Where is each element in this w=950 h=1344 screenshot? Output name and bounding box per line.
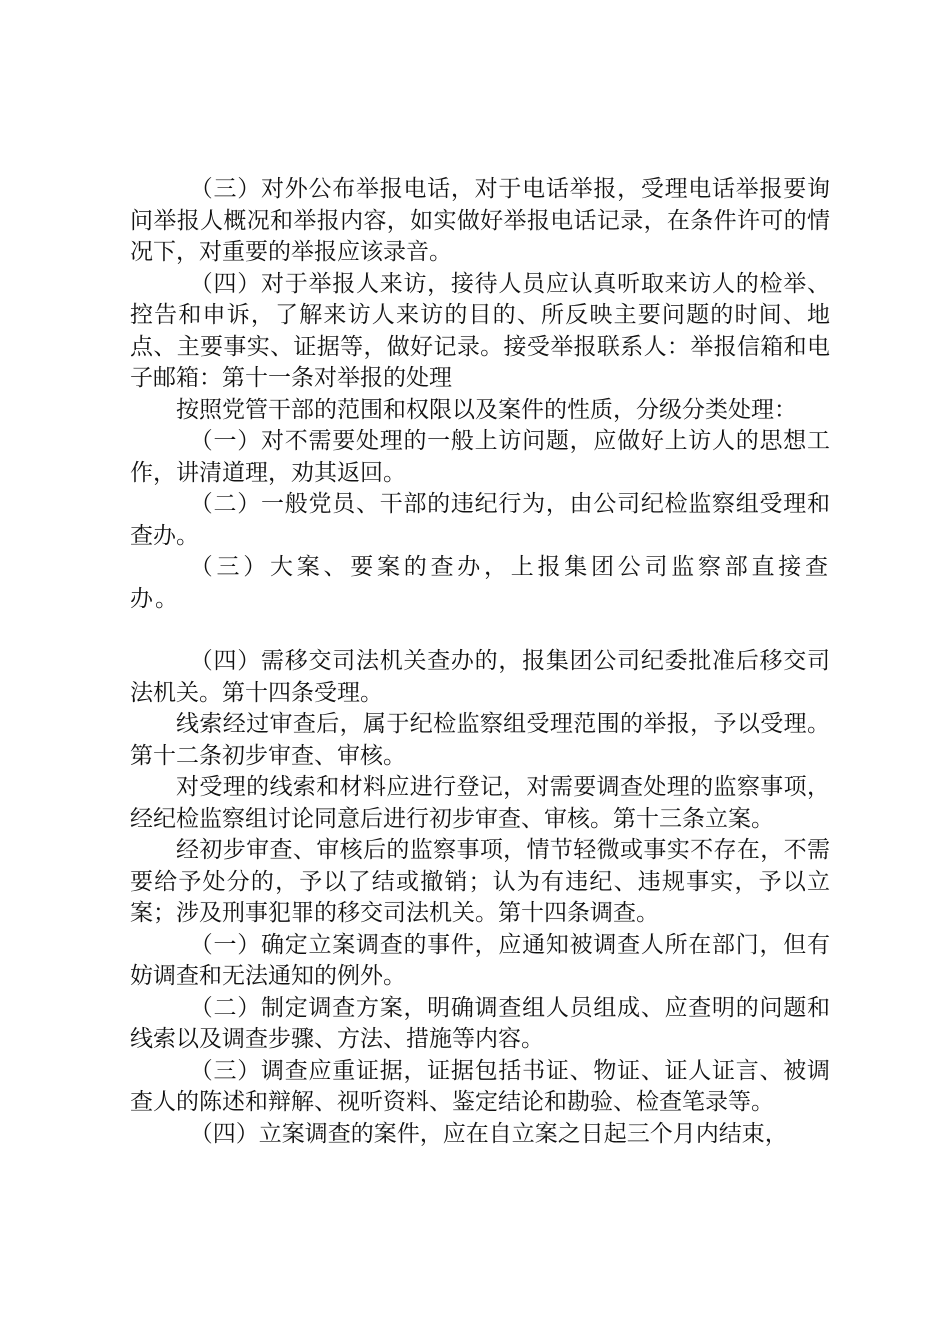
paragraph-phone-report: （三）对外公布举报电话，对于电话举报，受理电话举报要询问举报人概况和举报内容，如实做好举报电话记录，在条件许可的情况下，对重要的举报应该录音。 <box>130 176 830 265</box>
paragraph-investigation-2: （二）制定调查方案，明确调查组人员组成、应查明的问题和线索以及调查步骤、方法、措施等内容。 <box>130 994 830 1052</box>
paragraph-case-filing: 经初步审查、审核后的监察事项，情节轻微或事实不存在，不需要给予处分的，予以了结或撤销；认为有违纪、违规事实，予以立案；涉及刑事犯罪的移交司法机关。第十四条调查。 <box>130 837 830 926</box>
paragraph-handling-4: （四）需移交司法机关查办的，报集团公司纪委批准后移交司法机关。第十四条受理。 <box>130 648 830 706</box>
paragraph-investigation-1: （一）确定立案调查的事件，应通知被调查人所在部门，但有妨调查和无法通知的例外。 <box>130 931 830 989</box>
paragraph-investigation-4: （四）立案调查的案件，应在自立案之日起三个月内结束， <box>189 1120 788 1147</box>
paragraph-visit-report: （四）对于举报人来访，接待人员应认真听取来访人的检举、控告和申诉，了解来访人来访的目的、所反映主要问题的时间、地点、主要事实、证据等，做好记录。接受举报联系人：举报信箱和电子邮箱：第十一条对举报的处理 <box>130 270 830 391</box>
paragraph-handling-3: （三）大案、要案的查办，上报集团公司监察部直接查办。 <box>130 554 830 612</box>
paragraph-acceptance: 线索经过审查后，属于纪检监察组受理范围的举报，予以受理。第十二条初步审查、审核。 <box>130 711 830 769</box>
paragraph-preliminary-review: 对受理的线索和材料应进行登记，对需要调查处理的监察事项，经纪检监察组讨论同意后进行初步审查、审核。第十三条立案。 <box>130 774 830 832</box>
paragraph-investigation-3: （三）调查应重证据，证据包括书证、物证、证人证言、被调查人的陈述和辩解、视听资料、鉴定结论和勘验、检查笔录等。 <box>130 1057 830 1115</box>
paragraph-handling-1: （一）对不需要处理的一般上访问题，应做好上访人的思想工作，讲清道理，劝其返回。 <box>130 428 830 486</box>
paragraph-handling-2: （二）一般党员、干部的违纪行为，由公司纪检监察组受理和查办。 <box>130 491 830 549</box>
document-body <box>130 174 830 1150</box>
paragraph-handling-principle: 按照党管干部的范围和权限以及案件的性质，分级分类处理： <box>176 396 797 423</box>
